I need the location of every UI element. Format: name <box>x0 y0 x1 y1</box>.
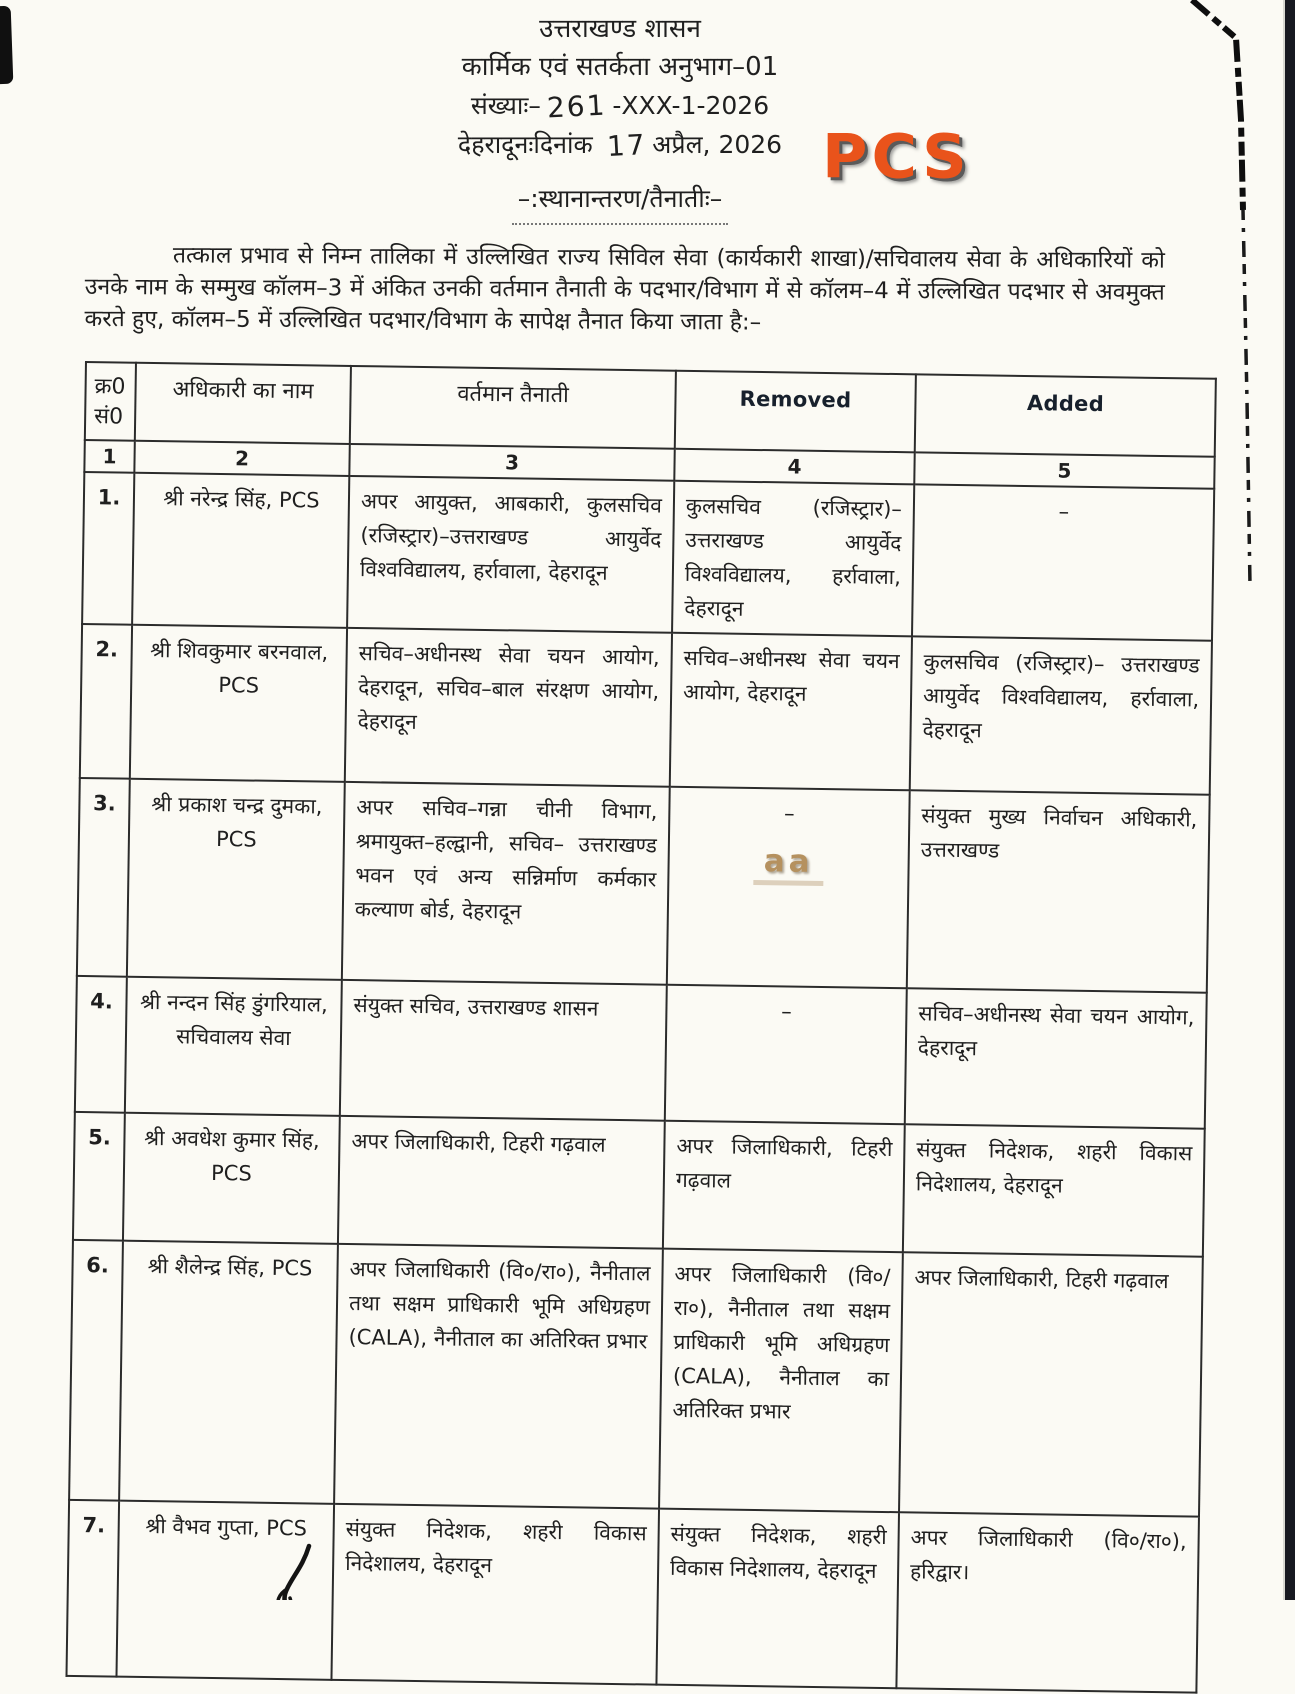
header-serial: क्र0 सं0 <box>85 362 136 441</box>
place-date-suffix: अप्रैल, 2026 <box>652 130 783 159</box>
transfer-posting-table <box>65 361 1216 1694</box>
letter-number-suffix: -XXX-1-2026 <box>612 91 770 120</box>
letter-number-prefix: संख्याः– <box>470 91 541 120</box>
header-officer-name: अधिकारी का नाम <box>135 363 351 444</box>
row-added: – <box>912 484 1214 640</box>
handwritten-letter-number: 261 <box>546 88 608 125</box>
subject-text: –:स्थानान्तरण/तैनातीः– <box>512 180 729 225</box>
table-row <box>80 624 1212 795</box>
row-officer-name: श्री शिवकुमार बरनवाल, PCS <box>130 625 347 782</box>
row-current-posting: अपर आयुक्त, आबकारी, कुलसचिव (रजिस्ट्रार)–उत्तराखण्ड आयुर्वेद विश्वविद्यालय, हर्रावाला, देहरादून <box>347 476 674 633</box>
row-serial: 4. <box>75 976 127 1113</box>
place-date-line <box>85 125 1155 164</box>
row-serial: 6. <box>69 1240 123 1501</box>
pcs-watermark: PCS <box>822 120 971 193</box>
department-section-title: कार्मिक एवं सतर्कता अनुभाग–01 <box>461 52 779 82</box>
row-serial: 5. <box>73 1112 125 1241</box>
document-content <box>82 10 1215 1677</box>
row-current-posting: अपर जिलाधिकारी, टिहरी गढ़वाल <box>338 1116 665 1249</box>
table-row <box>82 472 1214 641</box>
letter-number-line <box>85 86 1155 125</box>
header-current-posting: वर्तमान तैनाती <box>350 366 676 449</box>
row-added: संयुक्त मुख्य निर्वाचन अधिकारी, उत्तराखण्ड <box>907 790 1210 992</box>
row-current-posting: संयुक्त निदेशक, शहरी विकास निदेशालय, देहरादून <box>331 1504 659 1685</box>
row-serial: 3. <box>77 778 130 977</box>
handwritten-date: 17 <box>605 127 648 164</box>
row-current-posting: अपर सचिव–गन्ना चीनी विभाग, श्रमायुक्त–हल्द्वानी, सचिव– उत्तराखण्ड भवन एवं अन्य सन्निर्माण कर्मकार कल्याण बोर्ड, देहरादून <box>342 782 670 985</box>
row-officer-name: श्री वैभव गुप्ता, PCS <box>116 1501 334 1680</box>
table-row <box>69 1240 1203 1517</box>
row-officer-name: श्री शैलेन्द्र सिंह, PCS <box>119 1241 338 1504</box>
table-row <box>66 1500 1198 1693</box>
row-officer-name: श्री नन्दन सिंह डुंगरियाल, सचिवालय सेवा <box>125 977 342 1116</box>
row-removed: – <box>665 985 907 1125</box>
row-added: संयुक्त निदेशक, शहरी विकास निदेशालय, देहरादून <box>903 1124 1205 1256</box>
row-current-posting: सचिव–अधीनस्थ सेवा चयन आयोग, देहरादून, सचिव–बाल संरक्षण आयोग, देहरादून <box>345 628 672 787</box>
header-added: Added <box>915 374 1216 456</box>
row-current-posting: संयुक्त सचिव, उत्तराखण्ड शासन <box>340 980 667 1121</box>
government-title: उत्तराखण्ड शासन <box>539 14 701 44</box>
scan-artifact-top-left <box>0 6 13 85</box>
table-row <box>77 778 1210 993</box>
row-removed <box>667 787 910 989</box>
intro-paragraph: तत्काल प्रभाव से निम्न तालिका में उल्लिखित राज्य सिविल सेवा (कार्यकारी शाखा)/सचिवालय सेवा के अधिकारियों को उनके नाम के सम्मुख कॉलम–3 में अंकित उनकी वर्तमान तैनाती के पदभार/विभाग में से कॉलम–4 में उल्लिखित पदभार से अवमुक्त करते हुए, कॉलम–5 में उल्लिखित पदभार/विभाग के सापेक्ष तैनात किया जाता है:– <box>84 242 1165 336</box>
row-current-posting: अपर जिलाधिकारी (वि०/रा०), नैनीताल तथा सक्षम प्राधिकारी भूमि अधिग्रहण (CALA), नैनीताल का अतिरिक्त प्रभार <box>334 1244 663 1509</box>
row-officer-name: श्री प्रकाश चन्द्र दुमका, PCS <box>127 779 345 980</box>
column-number: 1 <box>84 440 134 473</box>
row-serial: 2. <box>80 624 132 779</box>
row-serial: 1. <box>82 472 134 625</box>
column-number: 4 <box>674 449 914 485</box>
aa-sticker-watermark: aa <box>753 844 823 886</box>
scan-edge-strip <box>1285 0 1295 1600</box>
row-removed: सचिव–अधीनस्थ सेवा चयन आयोग, देहरादून <box>670 633 912 791</box>
column-number: 5 <box>914 452 1214 488</box>
row-added: सचिव–अधीनस्थ सेवा चयन आयोग, देहरादून <box>905 988 1207 1128</box>
dash-mark: – <box>783 801 795 826</box>
place-date-prefix: देहरादूनःदिनांक <box>457 130 593 159</box>
row-officer-name: श्री नरेन्द्र सिंह, PCS <box>132 473 349 628</box>
column-number: 2 <box>134 441 349 476</box>
row-added: अपर जिलाधिकारी, टिहरी गढ़वाल <box>899 1252 1203 1516</box>
row-added: अपर जिलाधिकारी (वि०/रा०), हरिद्वार। <box>896 1512 1199 1692</box>
row-officer-name: श्री अवधेश कुमार सिंह, PCS <box>123 1113 340 1244</box>
subject-line <box>85 180 1155 225</box>
row-removed: कुलसचिव (रजिस्ट्रार)– उत्तराखण्ड आयुर्वेद विश्वविद्यालय, हर्रावाला, देहरादून <box>672 481 914 637</box>
row-serial: 7. <box>66 1500 119 1677</box>
table-row <box>73 1112 1205 1257</box>
row-added: कुलसचिव (रजिस्ट्रार)– उत्तराखण्ड आयुर्वेद विश्वविद्यालय, हर्रावाला, देहरादून <box>910 636 1212 794</box>
column-number: 3 <box>349 444 674 481</box>
row-removed: अपर जिलाधिकारी, टिहरी गढ़वाल <box>663 1121 905 1253</box>
row-removed: अपर जिलाधिकारी (वि०/रा०), नैनीताल तथा सक्षम प्राधिकारी भूमि अधिग्रहण (CALA), नैनीताल का अतिरिक्त प्रभार <box>659 1249 903 1513</box>
table-row <box>75 976 1207 1129</box>
header-removed: Removed <box>675 371 916 453</box>
row-removed: संयुक्त निदेशक, शहरी विकास निदेशालय, देहरादून <box>656 1509 899 1689</box>
